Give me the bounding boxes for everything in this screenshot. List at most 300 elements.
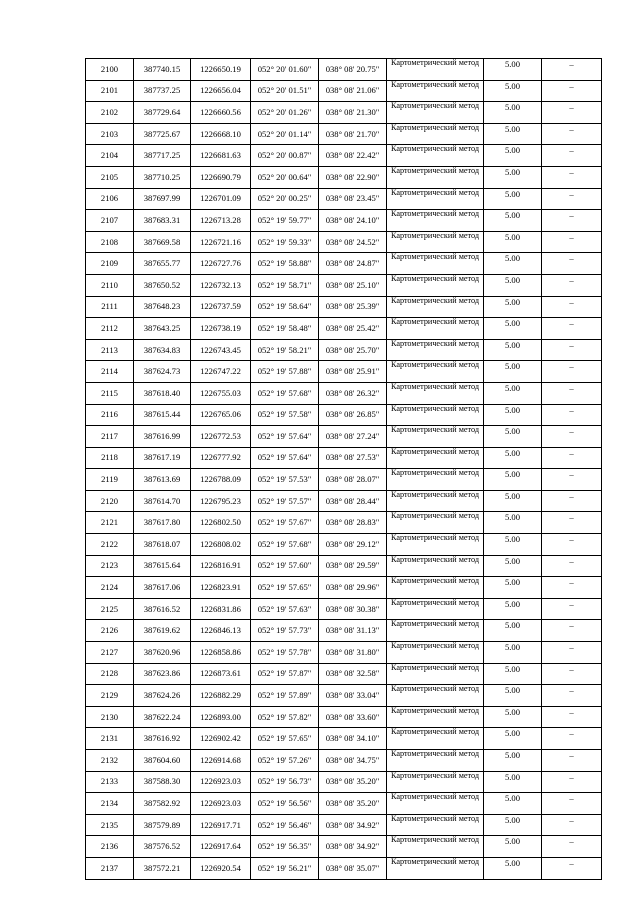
cell-point-number: 2131 <box>86 728 134 750</box>
cell-accuracy: 5.00 <box>484 166 542 188</box>
cell-y-coordinate: 1226917.64 <box>191 836 251 858</box>
cell-latitude: 052° 19' 58.71" <box>251 274 319 296</box>
cell-latitude: 052° 19' 56.56" <box>251 793 319 815</box>
cell-point-number: 2135 <box>86 814 134 836</box>
coordinates-table <box>85 58 602 880</box>
table-row <box>86 728 602 750</box>
cell-note: – <box>542 382 602 404</box>
cell-point-number: 2130 <box>86 706 134 728</box>
cell-accuracy: 5.00 <box>484 469 542 491</box>
cell-y-coordinate: 1226893.00 <box>191 706 251 728</box>
cell-x-coordinate: 387737.25 <box>134 80 191 102</box>
table-row <box>86 231 602 253</box>
cell-x-coordinate: 387669.58 <box>134 231 191 253</box>
cell-note: – <box>542 555 602 577</box>
cell-latitude: 052° 19' 57.64" <box>251 447 319 469</box>
cell-accuracy: 5.00 <box>484 857 542 879</box>
table-row <box>86 836 602 858</box>
cell-x-coordinate: 387725.67 <box>134 123 191 145</box>
cell-y-coordinate: 1226721.16 <box>191 231 251 253</box>
cell-y-coordinate: 1226713.28 <box>191 210 251 232</box>
table-row <box>86 447 602 469</box>
cell-point-number: 2119 <box>86 469 134 491</box>
cell-longitude: 038° 08' 25.42" <box>319 318 387 340</box>
cell-note: – <box>542 771 602 793</box>
cell-longitude: 038° 08' 25.39" <box>319 296 387 318</box>
cell-latitude: 052° 19' 57.78" <box>251 642 319 664</box>
table-row <box>86 555 602 577</box>
cell-y-coordinate: 1226795.23 <box>191 490 251 512</box>
cell-accuracy: 5.00 <box>484 771 542 793</box>
document-page <box>85 58 601 880</box>
cell-method: Картометрический метод <box>387 642 484 664</box>
table-row <box>86 361 602 383</box>
cell-x-coordinate: 387697.99 <box>134 188 191 210</box>
cell-latitude: 052° 19' 57.63" <box>251 598 319 620</box>
cell-point-number: 2128 <box>86 663 134 685</box>
cell-point-number: 2121 <box>86 512 134 534</box>
cell-method: Картометрический метод <box>387 750 484 772</box>
cell-accuracy: 5.00 <box>484 577 542 599</box>
cell-latitude: 052° 19' 56.21" <box>251 857 319 879</box>
cell-note: – <box>542 318 602 340</box>
cell-x-coordinate: 387572.21 <box>134 857 191 879</box>
cell-x-coordinate: 387616.92 <box>134 728 191 750</box>
cell-point-number: 2112 <box>86 318 134 340</box>
table-row <box>86 771 602 793</box>
cell-note: – <box>542 296 602 318</box>
table-row <box>86 426 602 448</box>
cell-x-coordinate: 387710.25 <box>134 166 191 188</box>
cell-x-coordinate: 387618.07 <box>134 534 191 556</box>
cell-accuracy: 5.00 <box>484 318 542 340</box>
cell-accuracy: 5.00 <box>484 361 542 383</box>
cell-longitude: 038° 08' 34.92" <box>319 814 387 836</box>
cell-accuracy: 5.00 <box>484 102 542 124</box>
cell-method: Картометрический метод <box>387 80 484 102</box>
cell-note: – <box>542 857 602 879</box>
cell-longitude: 038° 08' 29.59" <box>319 555 387 577</box>
cell-longitude: 038° 08' 26.32" <box>319 382 387 404</box>
cell-point-number: 2136 <box>86 836 134 858</box>
table-row <box>86 253 602 275</box>
cell-y-coordinate: 1226902.42 <box>191 728 251 750</box>
cell-x-coordinate: 387616.52 <box>134 598 191 620</box>
cell-longitude: 038° 08' 32.58" <box>319 663 387 685</box>
table-row <box>86 274 602 296</box>
cell-y-coordinate: 1226656.04 <box>191 80 251 102</box>
cell-accuracy: 5.00 <box>484 145 542 167</box>
cell-latitude: 052° 19' 57.88" <box>251 361 319 383</box>
cell-point-number: 2103 <box>86 123 134 145</box>
cell-method: Картометрический метод <box>387 274 484 296</box>
cell-y-coordinate: 1226755.03 <box>191 382 251 404</box>
cell-longitude: 038° 08' 28.83" <box>319 512 387 534</box>
cell-accuracy: 5.00 <box>484 642 542 664</box>
cell-note: – <box>542 728 602 750</box>
cell-x-coordinate: 387634.83 <box>134 339 191 361</box>
cell-method: Картометрический метод <box>387 728 484 750</box>
cell-accuracy: 5.00 <box>484 836 542 858</box>
cell-y-coordinate: 1226690.79 <box>191 166 251 188</box>
table-row <box>86 642 602 664</box>
cell-accuracy: 5.00 <box>484 663 542 685</box>
cell-note: – <box>542 642 602 664</box>
cell-point-number: 2113 <box>86 339 134 361</box>
cell-longitude: 038° 08' 24.87" <box>319 253 387 275</box>
cell-longitude: 038° 08' 20.75" <box>319 59 387 81</box>
cell-longitude: 038° 08' 26.85" <box>319 404 387 426</box>
cell-longitude: 038° 08' 33.60" <box>319 706 387 728</box>
cell-latitude: 052° 19' 57.58" <box>251 404 319 426</box>
cell-point-number: 2129 <box>86 685 134 707</box>
cell-x-coordinate: 387604.60 <box>134 750 191 772</box>
cell-x-coordinate: 387615.64 <box>134 555 191 577</box>
cell-x-coordinate: 387588.30 <box>134 771 191 793</box>
cell-note: – <box>542 836 602 858</box>
cell-y-coordinate: 1226650.19 <box>191 59 251 81</box>
table-row <box>86 59 602 81</box>
cell-method: Картометрический метод <box>387 382 484 404</box>
cell-note: – <box>542 123 602 145</box>
cell-method: Картометрический метод <box>387 598 484 620</box>
cell-latitude: 052° 19' 57.89" <box>251 685 319 707</box>
cell-note: – <box>542 80 602 102</box>
cell-longitude: 038° 08' 35.20" <box>319 793 387 815</box>
cell-x-coordinate: 387655.77 <box>134 253 191 275</box>
cell-latitude: 052° 19' 58.88" <box>251 253 319 275</box>
cell-x-coordinate: 387582.92 <box>134 793 191 815</box>
cell-method: Картометрический метод <box>387 512 484 534</box>
cell-x-coordinate: 387643.25 <box>134 318 191 340</box>
table-row <box>86 620 602 642</box>
cell-latitude: 052° 20' 00.87" <box>251 145 319 167</box>
cell-y-coordinate: 1226816.91 <box>191 555 251 577</box>
cell-note: – <box>542 663 602 685</box>
cell-method: Картометрический метод <box>387 145 484 167</box>
cell-longitude: 038° 08' 28.07" <box>319 469 387 491</box>
cell-latitude: 052° 19' 58.21" <box>251 339 319 361</box>
cell-note: – <box>542 598 602 620</box>
cell-x-coordinate: 387648.23 <box>134 296 191 318</box>
cell-point-number: 2127 <box>86 642 134 664</box>
cell-x-coordinate: 387623.86 <box>134 663 191 685</box>
cell-method: Картометрический метод <box>387 663 484 685</box>
cell-y-coordinate: 1226727.76 <box>191 253 251 275</box>
cell-note: – <box>542 490 602 512</box>
cell-y-coordinate: 1226923.03 <box>191 771 251 793</box>
cell-method: Картометрический метод <box>387 814 484 836</box>
cell-note: – <box>542 361 602 383</box>
cell-x-coordinate: 387624.73 <box>134 361 191 383</box>
cell-y-coordinate: 1226858.86 <box>191 642 251 664</box>
cell-accuracy: 5.00 <box>484 555 542 577</box>
table-row <box>86 296 602 318</box>
cell-latitude: 052° 19' 56.35" <box>251 836 319 858</box>
cell-y-coordinate: 1226738.19 <box>191 318 251 340</box>
cell-note: – <box>542 339 602 361</box>
table-row <box>86 318 602 340</box>
cell-note: – <box>542 685 602 707</box>
cell-latitude: 052° 19' 56.46" <box>251 814 319 836</box>
table-row <box>86 404 602 426</box>
cell-longitude: 038° 08' 22.90" <box>319 166 387 188</box>
cell-point-number: 2134 <box>86 793 134 815</box>
cell-accuracy: 5.00 <box>484 750 542 772</box>
cell-accuracy: 5.00 <box>484 447 542 469</box>
cell-longitude: 038° 08' 23.45" <box>319 188 387 210</box>
cell-x-coordinate: 387617.80 <box>134 512 191 534</box>
cell-point-number: 2118 <box>86 447 134 469</box>
cell-latitude: 052° 19' 57.68" <box>251 534 319 556</box>
cell-x-coordinate: 387615.44 <box>134 404 191 426</box>
cell-longitude: 038° 08' 21.06" <box>319 80 387 102</box>
cell-x-coordinate: 387740.15 <box>134 59 191 81</box>
table-row <box>86 663 602 685</box>
cell-y-coordinate: 1226923.03 <box>191 793 251 815</box>
cell-point-number: 2116 <box>86 404 134 426</box>
cell-accuracy: 5.00 <box>484 253 542 275</box>
cell-method: Картометрический метод <box>387 771 484 793</box>
cell-point-number: 2126 <box>86 620 134 642</box>
cell-x-coordinate: 387624.26 <box>134 685 191 707</box>
cell-longitude: 038° 08' 24.52" <box>319 231 387 253</box>
cell-accuracy: 5.00 <box>484 123 542 145</box>
cell-note: – <box>542 231 602 253</box>
cell-method: Картометрический метод <box>387 253 484 275</box>
cell-y-coordinate: 1226732.13 <box>191 274 251 296</box>
cell-method: Картометрический метод <box>387 620 484 642</box>
cell-note: – <box>542 512 602 534</box>
table-row <box>86 490 602 512</box>
cell-point-number: 2106 <box>86 188 134 210</box>
cell-method: Картометрический метод <box>387 59 484 81</box>
cell-method: Картометрический метод <box>387 166 484 188</box>
cell-y-coordinate: 1226808.02 <box>191 534 251 556</box>
cell-accuracy: 5.00 <box>484 534 542 556</box>
table-row <box>86 123 602 145</box>
cell-method: Картометрический метод <box>387 404 484 426</box>
cell-note: – <box>542 706 602 728</box>
cell-latitude: 052° 19' 57.65" <box>251 577 319 599</box>
cell-accuracy: 5.00 <box>484 490 542 512</box>
cell-note: – <box>542 750 602 772</box>
cell-y-coordinate: 1226823.91 <box>191 577 251 599</box>
cell-method: Картометрический метод <box>387 447 484 469</box>
cell-note: – <box>542 253 602 275</box>
cell-longitude: 038° 08' 29.96" <box>319 577 387 599</box>
cell-longitude: 038° 08' 27.53" <box>319 447 387 469</box>
cell-y-coordinate: 1226802.50 <box>191 512 251 534</box>
cell-latitude: 052° 20' 00.64" <box>251 166 319 188</box>
table-row <box>86 210 602 232</box>
cell-longitude: 038° 08' 31.80" <box>319 642 387 664</box>
cell-method: Картометрический метод <box>387 685 484 707</box>
cell-longitude: 038° 08' 34.10" <box>319 728 387 750</box>
table-row <box>86 534 602 556</box>
cell-x-coordinate: 387613.69 <box>134 469 191 491</box>
cell-longitude: 038° 08' 35.07" <box>319 857 387 879</box>
table-row <box>86 512 602 534</box>
cell-method: Картометрический метод <box>387 857 484 879</box>
cell-note: – <box>542 188 602 210</box>
cell-note: – <box>542 469 602 491</box>
cell-longitude: 038° 08' 25.91" <box>319 361 387 383</box>
cell-y-coordinate: 1226747.22 <box>191 361 251 383</box>
cell-accuracy: 5.00 <box>484 728 542 750</box>
cell-y-coordinate: 1226668.10 <box>191 123 251 145</box>
cell-point-number: 2108 <box>86 231 134 253</box>
cell-longitude: 038° 08' 29.12" <box>319 534 387 556</box>
cell-x-coordinate: 387622.24 <box>134 706 191 728</box>
cell-method: Картометрический метод <box>387 296 484 318</box>
cell-accuracy: 5.00 <box>484 231 542 253</box>
cell-y-coordinate: 1226777.92 <box>191 447 251 469</box>
table-row <box>86 188 602 210</box>
table-row <box>86 339 602 361</box>
table-row <box>86 857 602 879</box>
cell-note: – <box>542 59 602 81</box>
cell-y-coordinate: 1226917.71 <box>191 814 251 836</box>
table-row <box>86 80 602 102</box>
cell-latitude: 052° 19' 58.48" <box>251 318 319 340</box>
cell-method: Картометрический метод <box>387 426 484 448</box>
cell-x-coordinate: 387620.96 <box>134 642 191 664</box>
cell-point-number: 2105 <box>86 166 134 188</box>
table-row <box>86 577 602 599</box>
cell-longitude: 038° 08' 27.24" <box>319 426 387 448</box>
cell-method: Картометрический метод <box>387 577 484 599</box>
cell-latitude: 052° 19' 57.73" <box>251 620 319 642</box>
table-row <box>86 706 602 728</box>
cell-x-coordinate: 387717.25 <box>134 145 191 167</box>
table-row <box>86 166 602 188</box>
cell-point-number: 2102 <box>86 102 134 124</box>
cell-x-coordinate: 387650.52 <box>134 274 191 296</box>
cell-longitude: 038° 08' 24.10" <box>319 210 387 232</box>
table-row <box>86 814 602 836</box>
cell-note: – <box>542 404 602 426</box>
cell-note: – <box>542 534 602 556</box>
cell-x-coordinate: 387729.64 <box>134 102 191 124</box>
cell-method: Картометрический метод <box>387 102 484 124</box>
cell-accuracy: 5.00 <box>484 404 542 426</box>
cell-note: – <box>542 166 602 188</box>
cell-x-coordinate: 387617.06 <box>134 577 191 599</box>
cell-note: – <box>542 426 602 448</box>
cell-point-number: 2132 <box>86 750 134 772</box>
cell-longitude: 038° 08' 35.20" <box>319 771 387 793</box>
cell-accuracy: 5.00 <box>484 210 542 232</box>
cell-method: Картометрический метод <box>387 793 484 815</box>
cell-longitude: 038° 08' 30.38" <box>319 598 387 620</box>
cell-x-coordinate: 387579.89 <box>134 814 191 836</box>
cell-x-coordinate: 387614.70 <box>134 490 191 512</box>
cell-method: Картометрический метод <box>387 836 484 858</box>
cell-latitude: 052° 19' 57.53" <box>251 469 319 491</box>
cell-method: Картометрический метод <box>387 188 484 210</box>
cell-accuracy: 5.00 <box>484 339 542 361</box>
table-body <box>86 59 602 880</box>
cell-accuracy: 5.00 <box>484 80 542 102</box>
cell-point-number: 2123 <box>86 555 134 577</box>
table-row <box>86 685 602 707</box>
cell-latitude: 052° 20' 01.60" <box>251 59 319 81</box>
cell-accuracy: 5.00 <box>484 296 542 318</box>
cell-y-coordinate: 1226772.53 <box>191 426 251 448</box>
cell-y-coordinate: 1226846.13 <box>191 620 251 642</box>
cell-y-coordinate: 1226765.06 <box>191 404 251 426</box>
cell-method: Картометрический метод <box>387 210 484 232</box>
cell-point-number: 2109 <box>86 253 134 275</box>
cell-method: Картометрический метод <box>387 490 484 512</box>
cell-accuracy: 5.00 <box>484 685 542 707</box>
cell-y-coordinate: 1226831.86 <box>191 598 251 620</box>
cell-note: – <box>542 577 602 599</box>
cell-accuracy: 5.00 <box>484 598 542 620</box>
cell-accuracy: 5.00 <box>484 188 542 210</box>
cell-accuracy: 5.00 <box>484 706 542 728</box>
cell-method: Картометрический метод <box>387 361 484 383</box>
cell-latitude: 052° 20' 01.26" <box>251 102 319 124</box>
cell-method: Картометрический метод <box>387 555 484 577</box>
cell-latitude: 052° 19' 57.57" <box>251 490 319 512</box>
cell-y-coordinate: 1226681.63 <box>191 145 251 167</box>
cell-longitude: 038° 08' 33.04" <box>319 685 387 707</box>
cell-y-coordinate: 1226920.54 <box>191 857 251 879</box>
cell-point-number: 2133 <box>86 771 134 793</box>
cell-longitude: 038° 08' 34.92" <box>319 836 387 858</box>
table-row <box>86 469 602 491</box>
cell-method: Картометрический метод <box>387 534 484 556</box>
cell-y-coordinate: 1226788.09 <box>191 469 251 491</box>
cell-method: Картометрический метод <box>387 706 484 728</box>
cell-latitude: 052° 19' 57.26" <box>251 750 319 772</box>
cell-latitude: 052° 19' 59.77" <box>251 210 319 232</box>
cell-point-number: 2114 <box>86 361 134 383</box>
cell-latitude: 052° 19' 57.67" <box>251 512 319 534</box>
cell-point-number: 2104 <box>86 145 134 167</box>
cell-accuracy: 5.00 <box>484 274 542 296</box>
cell-latitude: 052° 20' 01.14" <box>251 123 319 145</box>
cell-latitude: 052° 20' 01.51" <box>251 80 319 102</box>
cell-point-number: 2122 <box>86 534 134 556</box>
cell-latitude: 052° 19' 57.60" <box>251 555 319 577</box>
cell-longitude: 038° 08' 25.10" <box>319 274 387 296</box>
cell-method: Картометрический метод <box>387 339 484 361</box>
cell-method: Картометрический метод <box>387 123 484 145</box>
cell-method: Картометрический метод <box>387 469 484 491</box>
cell-latitude: 052° 19' 59.33" <box>251 231 319 253</box>
cell-accuracy: 5.00 <box>484 512 542 534</box>
table-row <box>86 598 602 620</box>
cell-point-number: 2107 <box>86 210 134 232</box>
cell-method: Картометрический метод <box>387 318 484 340</box>
cell-x-coordinate: 387576.52 <box>134 836 191 858</box>
cell-x-coordinate: 387619.62 <box>134 620 191 642</box>
cell-latitude: 052° 19' 58.64" <box>251 296 319 318</box>
cell-note: – <box>542 210 602 232</box>
cell-latitude: 052° 19' 57.68" <box>251 382 319 404</box>
cell-y-coordinate: 1226743.45 <box>191 339 251 361</box>
cell-note: – <box>542 447 602 469</box>
cell-note: – <box>542 814 602 836</box>
cell-note: – <box>542 145 602 167</box>
cell-note: – <box>542 793 602 815</box>
cell-latitude: 052° 19' 57.87" <box>251 663 319 685</box>
cell-y-coordinate: 1226737.59 <box>191 296 251 318</box>
cell-longitude: 038° 08' 21.70" <box>319 123 387 145</box>
